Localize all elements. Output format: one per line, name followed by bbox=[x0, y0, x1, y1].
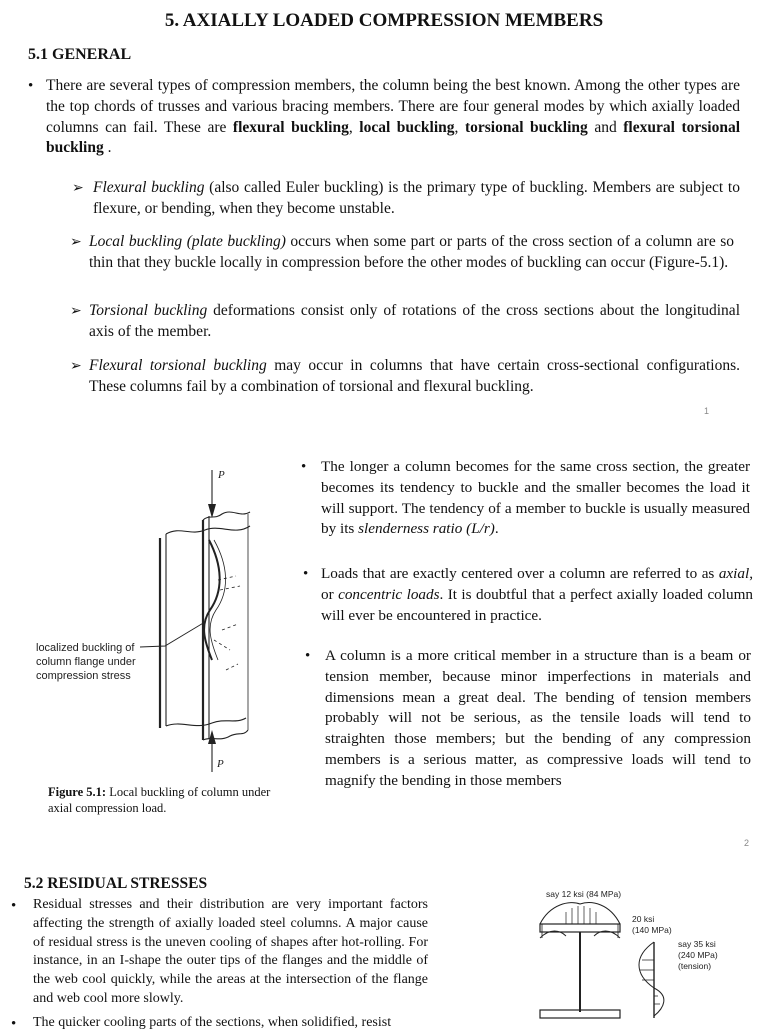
mode-flexural-torsional: Flexural torsional buckling may occur in columns that have certain cross-sectional configurations. These columns fail by a combination of torsional and flexural buckling. bbox=[89, 357, 740, 395]
bullet-icon: • bbox=[303, 566, 309, 582]
bullet-icon: • bbox=[11, 1016, 17, 1032]
section-heading-general: 5.1 GENERAL bbox=[28, 46, 132, 63]
figure-caption: Figure 5.1: Local buckling of column under axial compression load. bbox=[48, 785, 271, 815]
arrow-bullet-icon: ➢ bbox=[70, 235, 82, 250]
bullet-icon: • bbox=[11, 898, 17, 914]
axial-loads-paragraph: Loads that are exactly centered over a column are referred to as axial, or concentric loads. It is doubtful that a perfect axially loaded column will ever be encountered in practice. bbox=[321, 565, 754, 624]
bullet-icon: • bbox=[28, 78, 34, 94]
section-heading-residual: 5.2 RESIDUAL STRESSES bbox=[24, 875, 208, 892]
mode-torsional: Torsional buckling deformations consist only of rotations of the cross sections about the longitudinal axis of the member. bbox=[89, 302, 740, 340]
load-label-top: P bbox=[218, 469, 225, 481]
load-label-bottom: P bbox=[217, 758, 224, 770]
residual-stress-diagram bbox=[530, 884, 760, 1024]
stress-label-mid: 20 ksi bbox=[632, 914, 655, 924]
mode-local: Local buckling (plate buckling) occurs when some part or parts of the cross section of a column are so thin that they buckle locally in compression before the other modes of buckling can occur (Figure-5.1). bbox=[89, 233, 734, 271]
stress-label-right-mpa: (240 MPa) bbox=[678, 950, 718, 960]
buckling-callout: localized buckling of column flange under compression stress bbox=[36, 642, 136, 682]
stress-label-top: say 12 ksi (84 MPa) bbox=[546, 889, 622, 899]
arrow-bullet-icon: ➢ bbox=[70, 304, 82, 319]
stress-label-tension: (tension) bbox=[678, 961, 712, 971]
arrow-bullet-icon: ➢ bbox=[72, 181, 84, 196]
page-number: 1 bbox=[704, 406, 710, 416]
residual-paragraph: Residual stresses and their distribution are very important factors affecting the strength of axially loaded steel columns. A major cause of residual stress is the uneven cooling of shapes after hot-rolling. For instance, in an I-shape the outer tips of the flanges and the middle of the web cool quickly, while the areas at the intersection of the flange and web cool more slowly. bbox=[33, 897, 428, 1006]
intro-paragraph: There are several types of compression members, the column being the best known. Among the other types are the top chords of trusses and various bracing members. There are four general modes by which axially loaded columns can fail. These are flexural buckling, local buckling, torsional buckling and flexural torsional buckling . bbox=[46, 77, 741, 157]
stress-label-mid-mpa: (140 MPa) bbox=[632, 925, 672, 935]
page-title: 5. AXIALLY LOADED COMPRESSION MEMBERS bbox=[164, 10, 604, 31]
page-number: 2 bbox=[744, 838, 750, 848]
bullet-icon: • bbox=[301, 459, 307, 475]
mode-flexural: Flexural buckling (also called Euler buckling) is the primary type of buckling. Members are subject to flexure, or bending, when they become unstable. bbox=[93, 179, 740, 217]
bullet-icon: • bbox=[305, 648, 311, 664]
slenderness-paragraph: The longer a column becomes for the same cross section, the greater becomes its tendency to buckle and the smaller becomes the load it will support. The tendency of a member to buckle is usually measured by its slenderness ratio (L/r). bbox=[321, 458, 750, 538]
stress-label-right: say 35 ksi bbox=[678, 939, 716, 949]
residual-paragraph-2: The quicker cooling parts of the sections, when solidified, resist bbox=[33, 1015, 392, 1030]
column-buckling-figure bbox=[0, 440, 300, 790]
arrow-bullet-icon: ➢ bbox=[70, 359, 82, 374]
critical-member-paragraph: A column is a more critical member in a structure than is a beam or tension member, because minor imperfections in materials and dimensions mean a great deal. The bending of tension members probably will not be serious, as the tensile loads will tend to straighten those members; but the bending of any compression members is a serious matter, as compressive loads will tend to magnify the bending in those members bbox=[325, 647, 751, 789]
